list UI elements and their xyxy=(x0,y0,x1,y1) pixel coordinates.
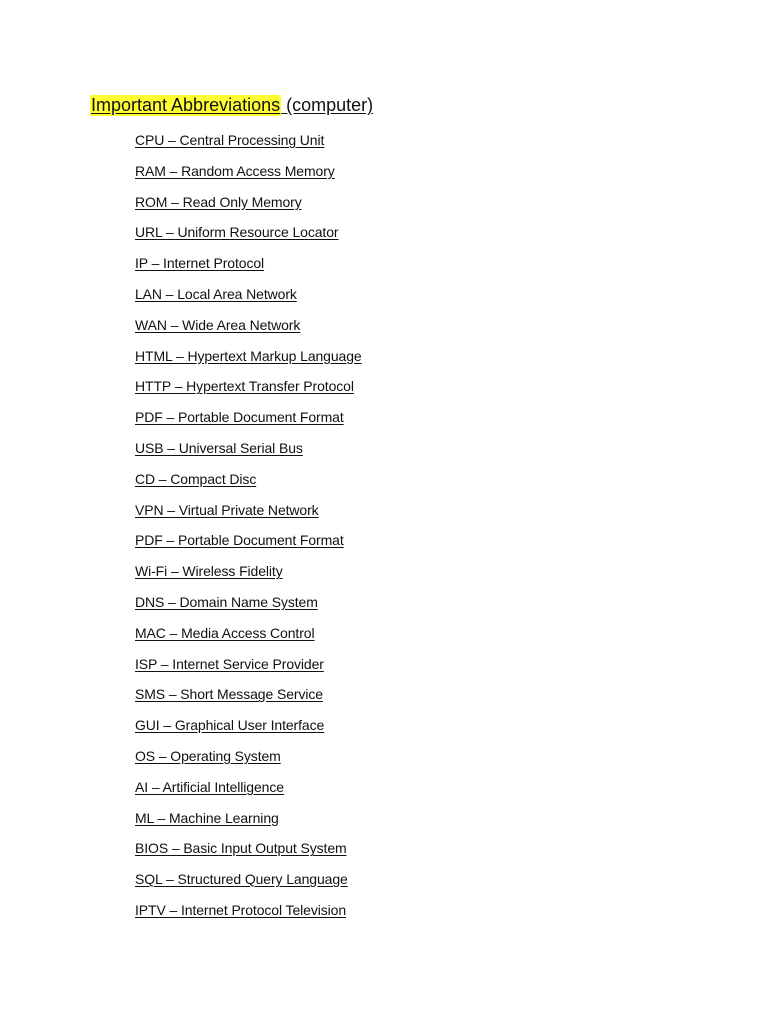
list-item: PDF – Portable Document Format xyxy=(135,532,344,549)
list-item: USB – Universal Serial Bus xyxy=(135,439,303,456)
list-item: GUI – Graphical User Interface xyxy=(135,717,325,734)
list-item: WAN – Wide Area Network xyxy=(135,316,301,333)
list-item: BIOS – Basic Input Output System xyxy=(135,840,347,857)
abbreviation-list xyxy=(135,130,362,931)
list-item: IPTV – Internet Protocol Television xyxy=(135,901,347,918)
list-item: RAM – Random Access Memory xyxy=(135,162,335,179)
list-item: ROM – Read Only Memory xyxy=(135,193,302,210)
list-item: DNS – Domain Name System xyxy=(135,593,318,610)
list-item: SMS – Short Message Service xyxy=(135,686,323,703)
list-item: SQL – Structured Query Language xyxy=(135,871,348,888)
list-item: CD – Compact Disc xyxy=(135,470,257,487)
list-item: URL – Uniform Resource Locator xyxy=(135,224,339,241)
heading-highlighted-text: Important Abbreviations xyxy=(91,95,281,115)
list-item: HTML – Hypertext Markup Language xyxy=(135,347,362,364)
list-item: MAC – Media Access Control xyxy=(135,624,315,641)
list-item: Wi-Fi – Wireless Fidelity xyxy=(135,563,283,580)
list-item: HTTP – Hypertext Transfer Protocol xyxy=(135,378,354,395)
list-item: IP – Internet Protocol xyxy=(135,255,265,272)
list-item: PDF – Portable Document Format xyxy=(135,409,344,426)
list-item: VPN – Virtual Private Network xyxy=(135,501,319,518)
list-item: CPU – Central Processing Unit xyxy=(135,132,325,148)
list-item: ISP – Internet Service Provider xyxy=(135,655,324,672)
heading-suffix-text: (computer) xyxy=(281,95,374,115)
list-item: LAN – Local Area Network xyxy=(135,285,297,302)
list-item: OS – Operating System xyxy=(135,747,281,764)
list-item: AI – Artificial Intelligence xyxy=(135,778,284,795)
list-item: ML – Machine Learning xyxy=(135,809,279,826)
page-heading xyxy=(90,94,373,116)
